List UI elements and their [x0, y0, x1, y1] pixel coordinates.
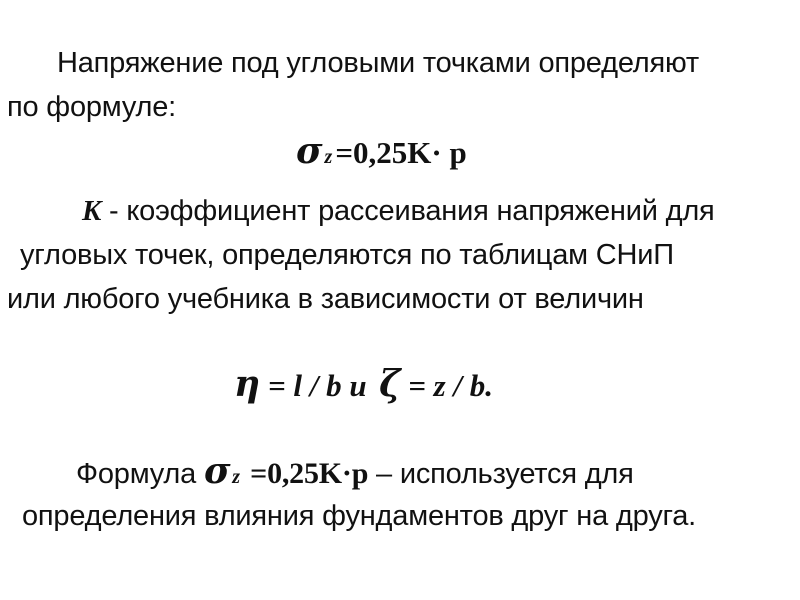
zeta-expression: = z / b.	[400, 368, 494, 403]
formula-eta-zeta	[234, 363, 494, 405]
conclusion-line-1	[76, 450, 634, 494]
formula-word: Формула	[76, 458, 204, 490]
intro-line-1: Напряжение под угловыми точками определяют	[57, 47, 700, 79]
definition-line-1	[82, 194, 715, 228]
inline-formula	[203, 450, 369, 492]
definition-line-2: угловых точек, определяются по таблицам СНиП	[20, 239, 674, 271]
conclusion-line-2: определения влияния фундаментов друг на друга.	[22, 500, 697, 532]
definition-dash: -	[101, 195, 127, 227]
inline-sigma-symbol: σ	[203, 450, 231, 492]
conclusion-text-1: – используется для	[368, 458, 634, 490]
sigma-subscript: z	[324, 146, 333, 168]
definition-text-1: коэффициент рассеивания напряжений для	[126, 195, 715, 227]
k-symbol: K	[82, 195, 102, 227]
intro-line-2: по формуле:	[7, 91, 177, 123]
and-word: и	[349, 368, 367, 403]
formula-body: =0,25K· p	[335, 135, 467, 170]
inline-formula-body: =0,25K·p	[242, 457, 369, 490]
definition-line-3: или любого учебника в зависимости от величин	[7, 283, 644, 315]
zeta-symbol: ζ	[366, 363, 401, 405]
eta-symbol: η	[234, 363, 261, 405]
inline-sigma-subscript: z	[232, 466, 240, 488]
eta-expression: = l / b	[260, 368, 350, 403]
sigma-symbol: σ	[296, 130, 323, 172]
formula-sigma-z	[296, 130, 467, 175]
